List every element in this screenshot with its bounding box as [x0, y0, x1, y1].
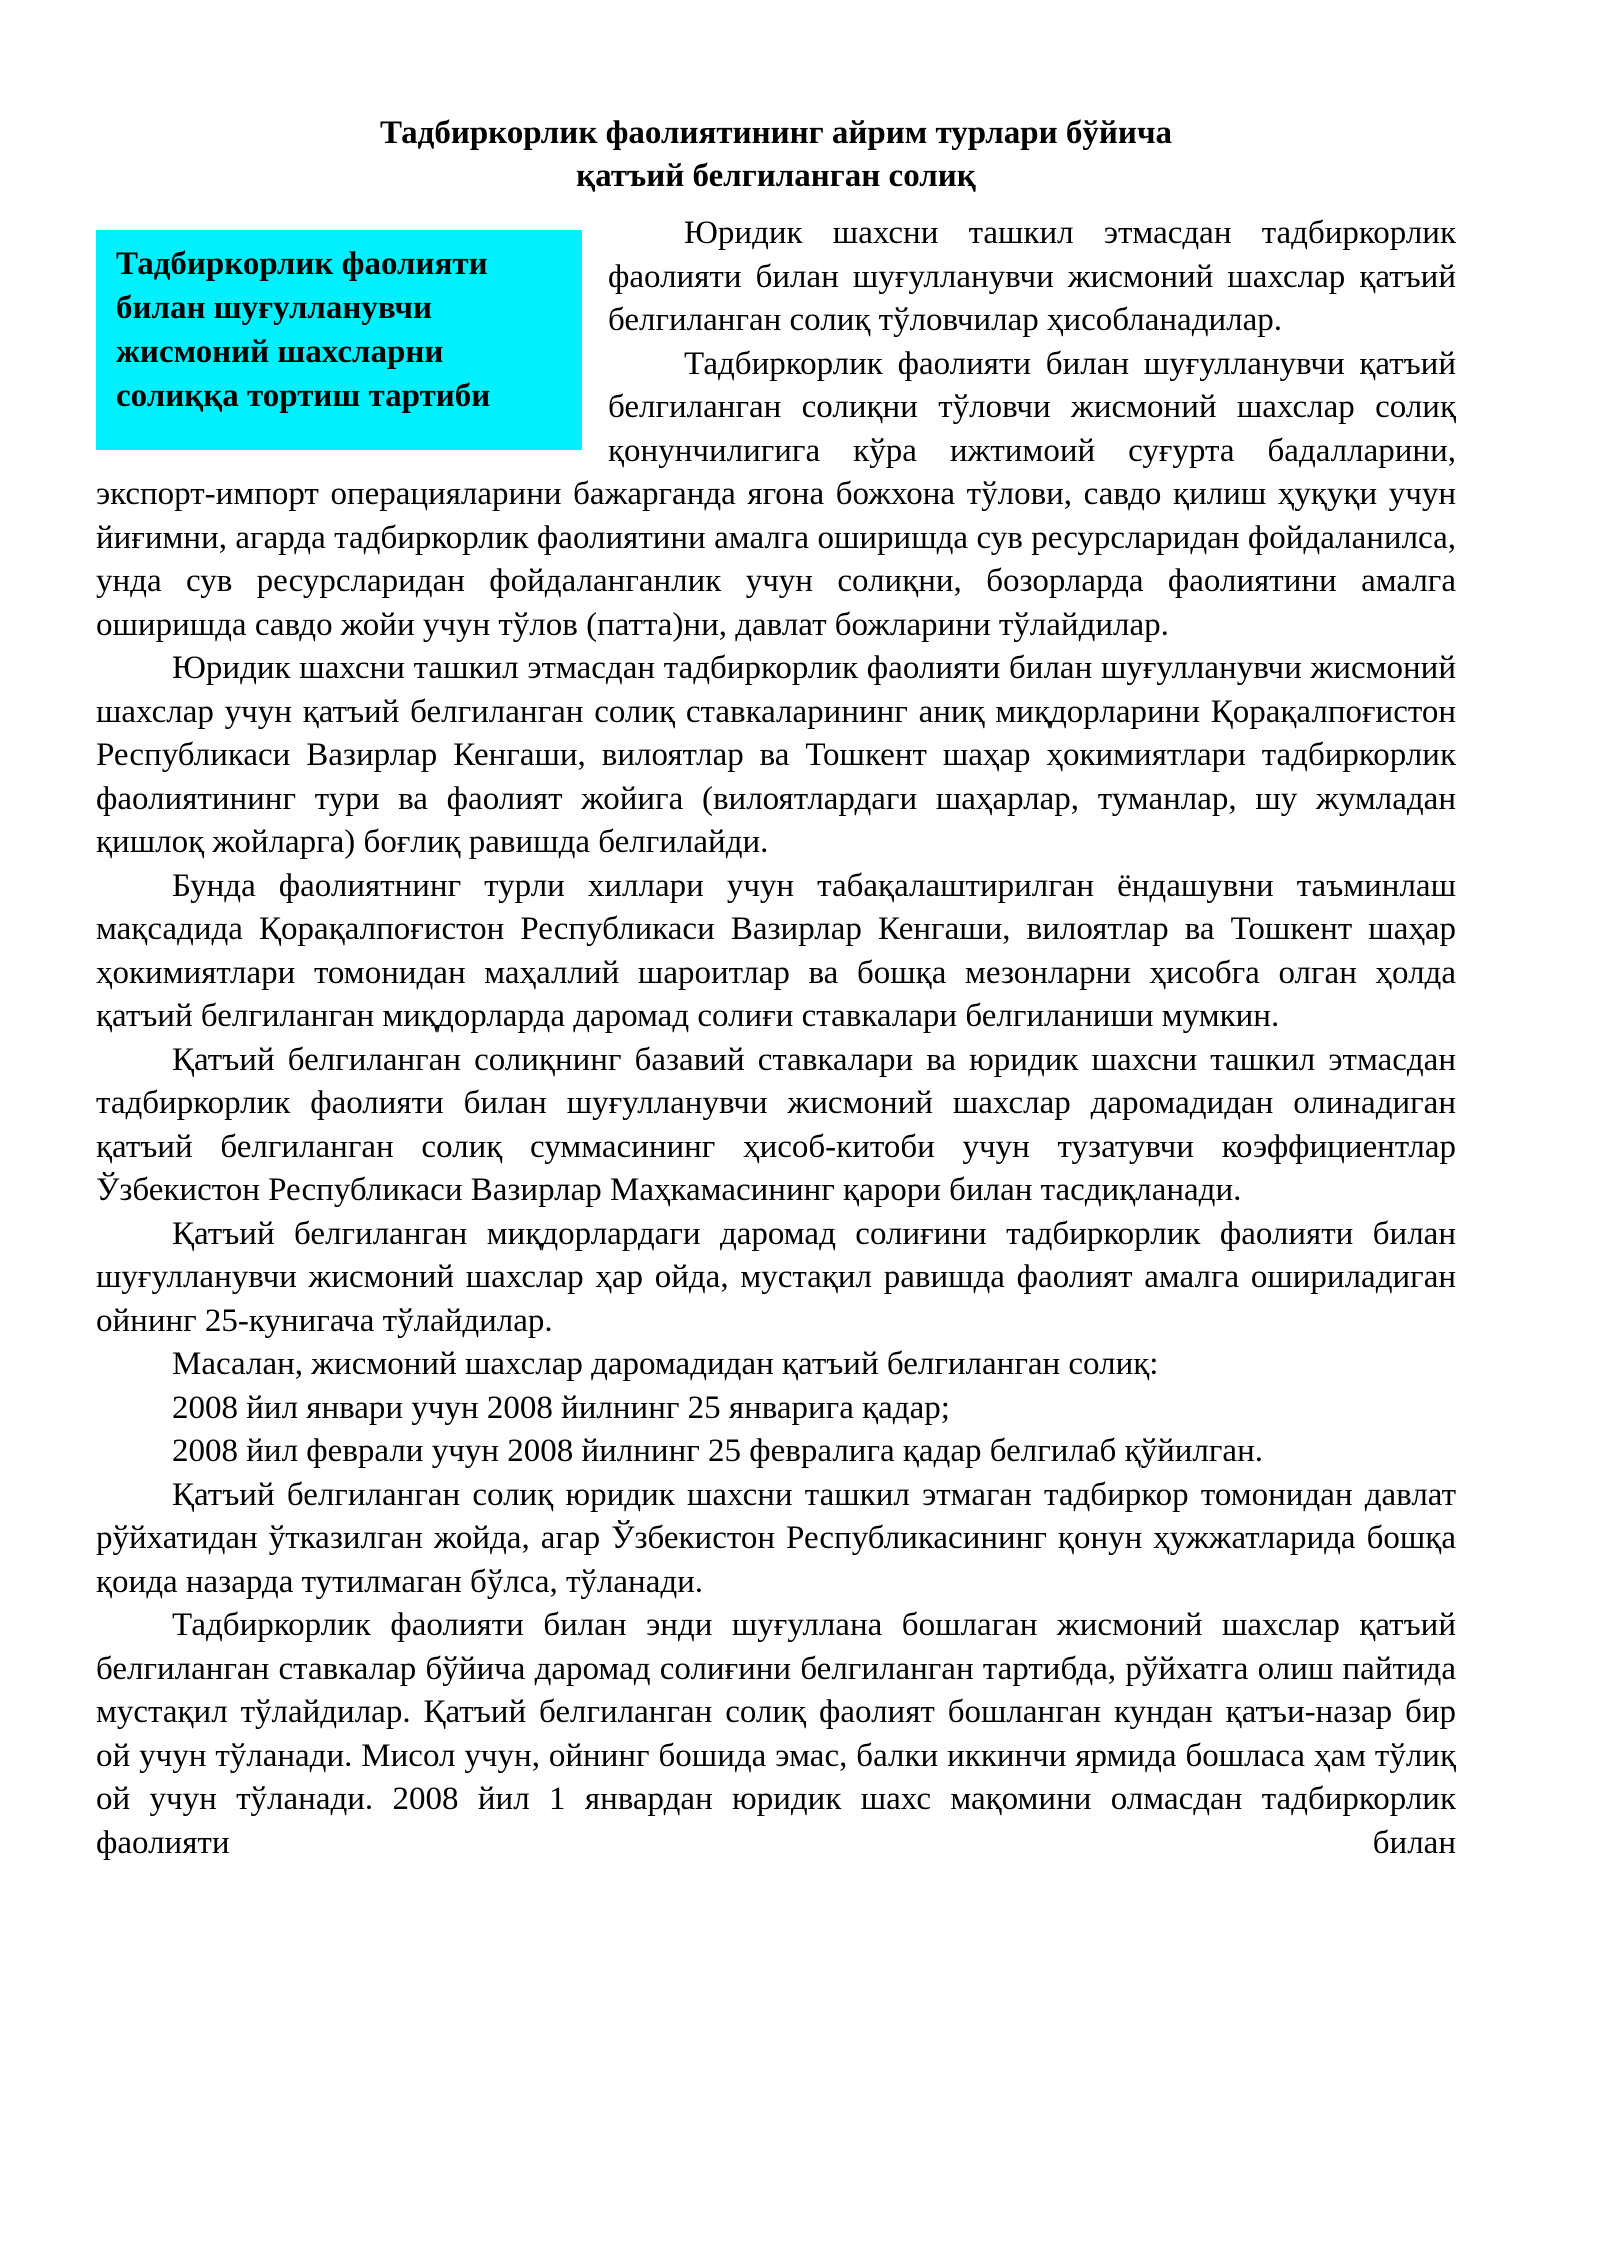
sidebar-line-1: Тадбиркорлик фаолияти	[116, 246, 488, 282]
paragraph: Қатъий белгиланган солиқнинг базавий ставкалари ва юридик шахсни ташкил этмасдан тадбиркорлик фаолияти билан шуғулланувчи жисмоний шахслар даромадидан олинадиган қатъий белгиланган солиқ суммасининг ҳисоб-китоби учун тузатувчи коэффициентлар Ўзбекистон Республикаси Вазирлар Маҳкамасининг қарори билан тасдиқланади.	[96, 1041, 1456, 1208]
paragraph: 2008 йил феврали учун 2008 йилнинг 25 февралига қадар белгилаб қўйилган.	[172, 1433, 1263, 1469]
paragraph: Масалан, жисмоний шахслар даромадидан қатъий белгиланган солиқ:	[172, 1346, 1159, 1382]
document-title	[96, 112, 1456, 198]
document-page	[96, 112, 1456, 1865]
document-body	[96, 212, 1456, 1865]
paragraph: 2008 йил январи учун 2008 йилнинг 25 январига қадар;	[172, 1389, 950, 1426]
paragraph: Бунда фаолиятнинг турли хиллари учун табақалаштирилган ёндашувни таъминлаш мақсадида Қорақалпоғистон Республикаси Вазирлар Кенгаши, вилоятлар ва Тошкент шаҳар ҳокимиятлари томонидан маҳаллий шароитлар ва бошқа мезонларни ҳисобга олган ҳолда қатъий белгиланган миқдорларда даромад солиғи ставкалари белгиланиши мумкин.	[96, 867, 1456, 1034]
paragraph: Тадбиркорлик фаолияти билан шуғулланувчи қатъий белгиланган солиқни тўловчи жисмоний шахслар солиқ қонунчилигига кўра ижтимоий суғурта бадалларини, экспорт-импорт операцияларини бажарганда ягона божхона тўлови, савдо қилиш ҳуқуқи учун йиғимни, агарда тадбиркорлик фаолиятини амалга оширишда сув ресурсларидан фойдаланилса, унда сув ресурсларидан фойдаланганлик учун солиқни, бозорларда фаолиятини амалга оширишда савдо жойи учун тўлов (патта)ни, давлат божларини тўлайдилар.	[96, 345, 1456, 643]
sidebar-line-3: жисмоний шахсларни	[116, 334, 444, 370]
highlighted-sidebar-box	[96, 230, 582, 450]
paragraph: Қатъий белгиланган миқдорлардаги даромад солиғини тадбиркорлик фаолияти билан шуғулланувчи жисмоний шахслар ҳар ойда, мустақил равишда фаолият амалга ошириладиган ойнинг 25-кунигача тўлайдилар.	[96, 1215, 1456, 1339]
title-line-2: қатъий белгиланган солиқ	[576, 158, 976, 194]
sidebar-line-4: солиққа тортиш тартиби	[116, 378, 491, 414]
paragraph: Тадбиркорлик фаолияти билан энди шуғуллана бошлаган жисмоний шахслар қатъий белгиланган ставкалар бўйича даромад солиғини белгиланган тартибда, рўйхатга олиш пайтида мустақил тўлайдилар. Қатъий белгиланган солиқ фаолият бошланган кундан қатъи-назар бир ой учун тўланади. Мисол учун, ойнинг бошида эмас, балки иккинчи ярмида бошласа ҳам тўлиқ ой учун тўланади. 2008 йил 1 январдан юридик шахс мақомини олмасдан тадбиркорлик фаолияти билан	[96, 1607, 1456, 1861]
paragraph: Қатъий белгиланган солиқ юридик шахсни ташкил этмаган тадбиркор томонидан давлат рўйхатидан ўтказилган жойда, агар Ўзбекистон Республикасининг қонун ҳужжатларида бошқа қоида назарда тутилмаган бўлса, тўланади.	[96, 1476, 1456, 1600]
paragraph: Юридик шахсни ташкил этмасдан тадбиркорлик фаолияти билан шуғулланувчи жисмоний шахслар қатъий белгиланган солиқ тўловчилар ҳисобланадилар.	[608, 215, 1456, 338]
sidebar-line-2: билан шуғулланувчи	[116, 290, 433, 326]
paragraph: Юридик шахсни ташкил этмасдан тадбиркорлик фаолияти билан шуғулланувчи жисмоний шахслар учун қатъий белгиланган солиқ ставкаларининг аниқ миқдорларини Қорақалпоғистон Республикаси Вазирлар Кенгаши, вилоятлар ва Тошкент шаҳар ҳокимиятлари тадбиркорлик фаолиятининг тури ва фаолият жойига (вилоятлардаги шаҳарлар, туманлар, шу жумладан қишлоқ жойларга) боғлиқ равишда белгилайди.	[96, 650, 1456, 860]
title-line-1: Тадбиркорлик фаолиятининг айрим турлари бўйича	[379, 115, 1173, 151]
